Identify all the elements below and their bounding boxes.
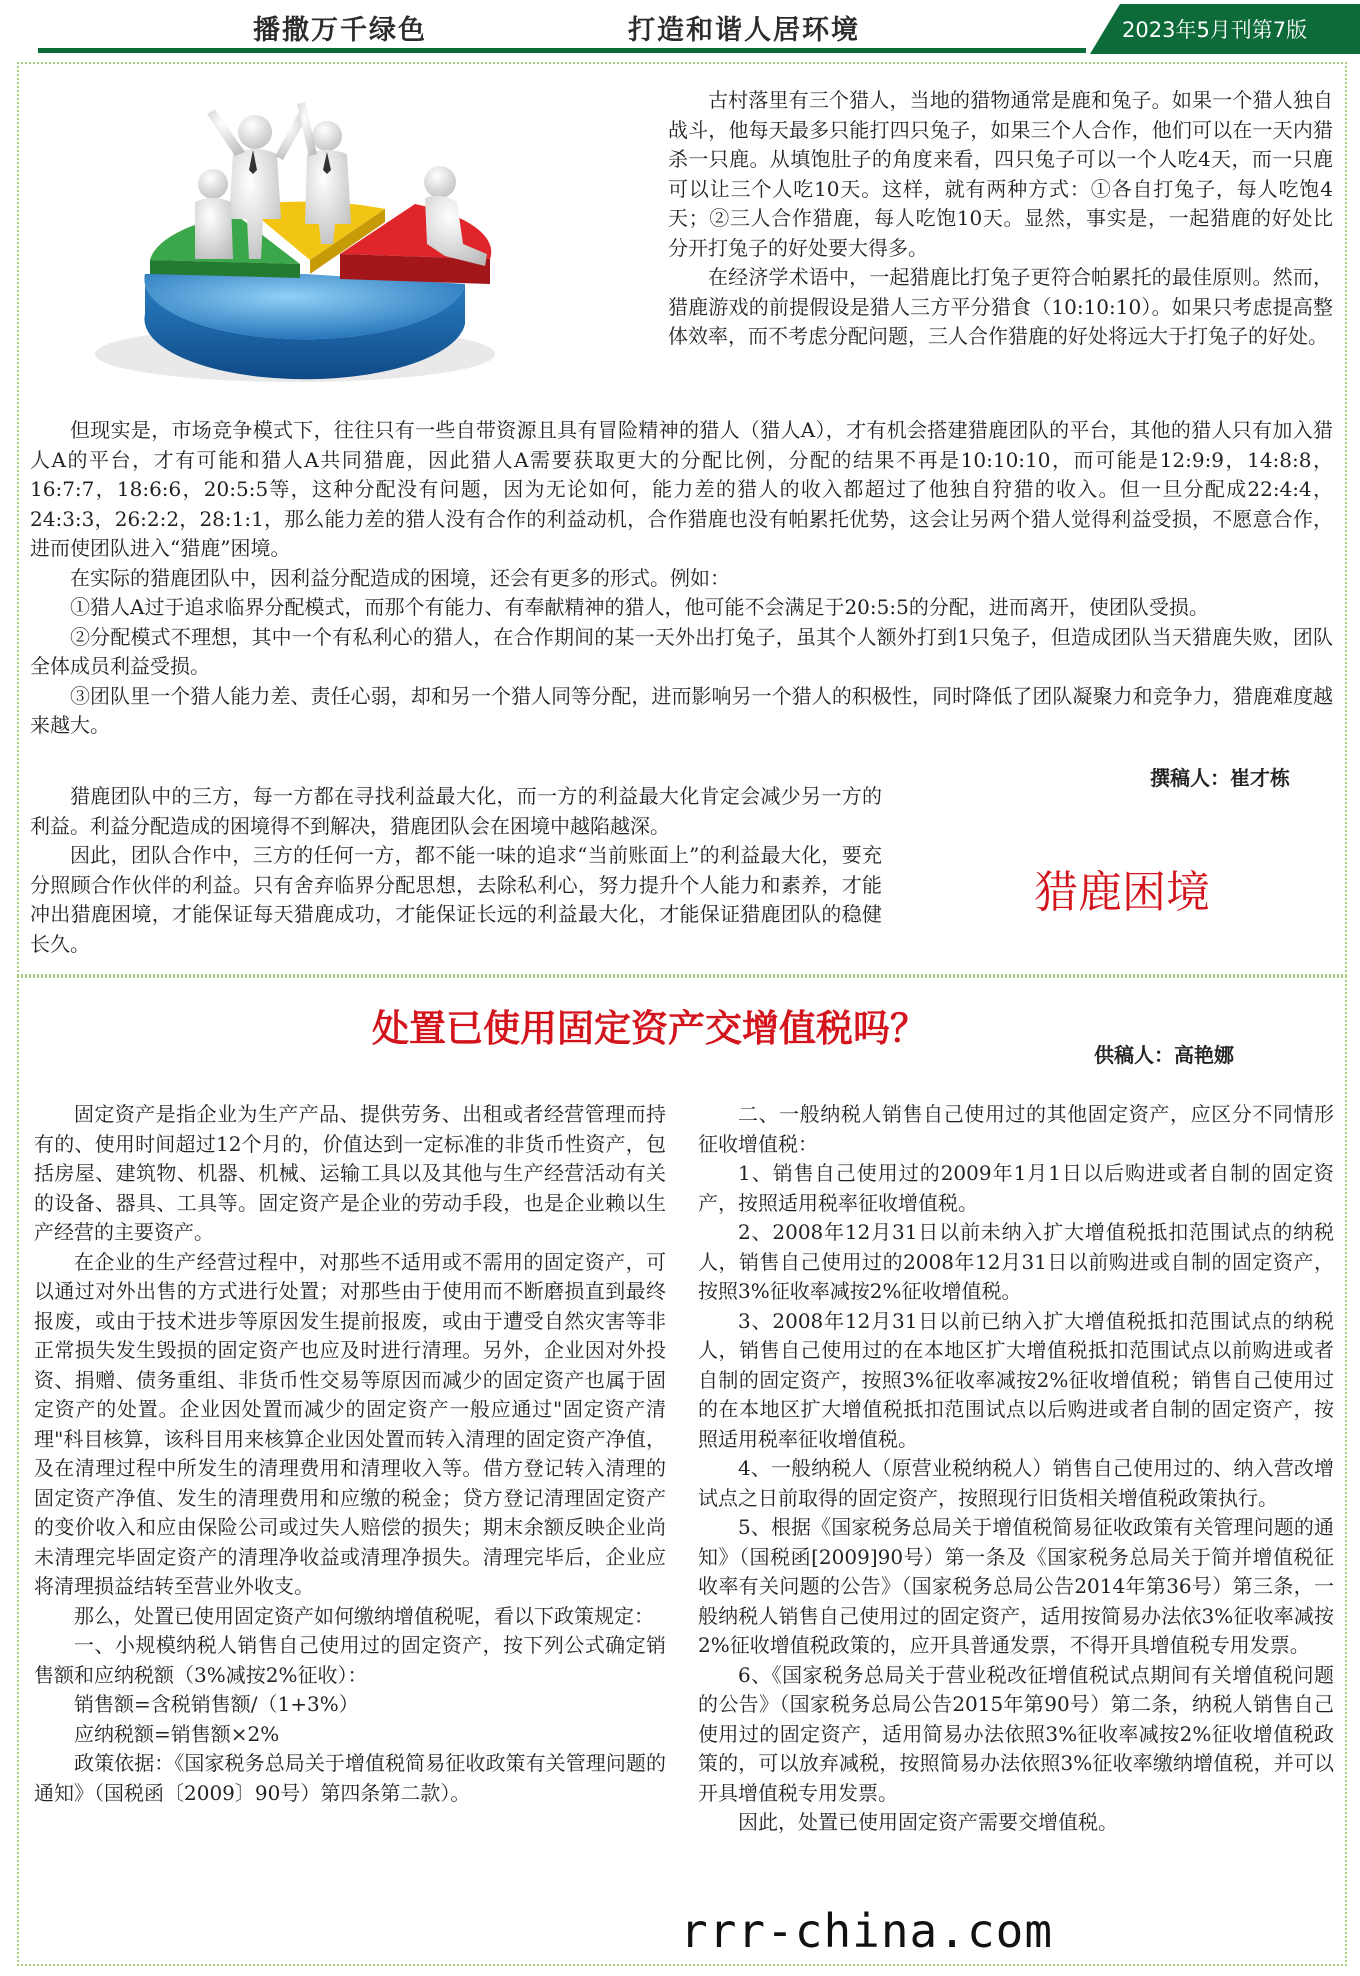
header-slogan-left: 播撒万千绿色: [253, 15, 427, 46]
paragraph: 固定资产是指企业为生产产品、提供劳务、出租或者经营管理而持有的、使用时间超过12个月的，价值达到一定标准的非货币性资产，包括房屋、建筑物、机器、机械、运输工具以及其他与生产经营活动有关的设备、器具、工具等。固定资产是企业的劳动手段，也是企业赖以生产经营的主要资产。: [34, 1102, 666, 1244]
issue-label: 2023年5月刊第7版: [1122, 18, 1308, 42]
paragraph: ③团队里一个猎人能力差、责任心弱，却和另一个猎人同等分配，进而影响另一个猎人的积极性，同时降低了团队凝聚力和竞争力，猎鹿难度越来越大。: [30, 683, 1333, 737]
paragraph: 但现实是，市场竞争模式下，往往只有一些自带资源且具有冒险精神的猎人（猎人A），才有机会搭建猎鹿团队的平台，其他的猎人只有加入猎人A的平台，才有可能和猎人A共同猎鹿，因此猎人A需要获取更大的分配比例，分配的结果不再是10:10:10，而可能是12:9:9，14:8:8，16:7:7，18:6:6，20:5:5等，这种分配没有问题，因为无论如何，能力差的猎人的收入都超过了他独自狩猎的收入。但一旦分配成22:4:4，24:3:3，26:2:2，28:1:1，那么能力差的猎人没有合作的利益动机，合作猎鹿也没有帕累托优势，这会让另两个猎人觉得利益受损，不愿意合作，进而使团队进入“猎鹿”困境。: [30, 418, 1333, 560]
paragraph: 3、2008年12月31日以前已纳入扩大增值税抵扣范围试点的纳税人，销售自己使用过的在本地区扩大增值税抵扣范围试点以前购进或者自制的固定资产，按照3%征收率减按2%征收增值税；销售自己使用过的在本地区扩大增值税抵扣范围试点以后购进或者自制的固定资产，按照适用税率征收增值税。: [698, 1308, 1334, 1451]
paragraph: 那么，处置已使用固定资产如何缴纳增值税呢，看以下政策规定：: [74, 1603, 654, 1628]
paragraph: 1、销售自己使用过的2009年1月1日以后购进或者自制的固定资产，按照适用税率征收增值税。: [698, 1161, 1334, 1215]
header-rule: [38, 48, 1086, 53]
article2-left-column: [34, 1100, 666, 1808]
paragraph: ①猎人A过于追求临界分配模式，而那个有能力、有奉献精神的猎人，他可能不会满足于20:5:5的分配，进而离开，使团队受损。: [70, 595, 1209, 619]
article2-author: 供稿人：高艳娜: [1094, 1043, 1234, 1067]
paragraph: 5、根据《国家税务总局关于增值税简易征收政策有关管理问题的通知》（国税函[2009]90号）第一条及《国家税务总局关于简并增值税征收率有关问题的公告》（国家税务总局公告2014年第36号）第三条，一般纳税人销售自己使用过的固定资产，适用按简易办法依3%征收率减按2%征收增值税政策的，应开具普通发票，不得开具增值税专用发票。: [698, 1515, 1334, 1657]
article2-title: 处置已使用固定资产交增值税吗？: [372, 1007, 927, 1050]
article1-author: 撰稿人：崔才栋: [1150, 766, 1290, 790]
page-header: [0, 0, 1360, 56]
paragraph: 二、一般纳税人销售自己使用过的其他固定资产，应区分不同情形征收增值税：: [698, 1102, 1334, 1156]
paragraph: 2、2008年12月31日以前未纳入扩大增值税抵扣范围试点的纳税人，销售自己使用过的2008年12月31日以前购进或自制的固定资产，按照3%征收率减按2%征收增值税。: [698, 1220, 1334, 1303]
paragraph: 4、一般纳税人（原营业税纳税人）销售自己使用过的、纳入营改增试点之日前取得的固定资产，按照现行旧货相关增值税政策执行。: [698, 1456, 1334, 1510]
paragraph: ②分配模式不理想，其中一个有私利心的猎人，在合作期间的某一天外出打兔子，虽其个人额外打到1只兔子，但造成团队当天猎鹿失败，团队全体成员利益受损。: [30, 624, 1333, 678]
paragraph: 因此，团队合作中，三方的任何一方，都不能一味的追求“当前账面上”的利益最大化，要充分照顾合作伙伴的利益。只有舍弃临界分配思想，去除私利心，努力提升个人能力和素养，才能冲出猎鹿困境，才能保证每天猎鹿成功，才能保证长远的利益最大化，才能保证猎鹿团队的稳健长久。: [30, 843, 882, 956]
paragraph: 在实际的猎鹿团队中，因利益分配造成的困境，还会有更多的形式。例如：: [70, 565, 730, 590]
people-standing-on-pie-chart-icon: [85, 84, 595, 398]
paragraph: 6、《国家税务总局关于营业税改征增值税试点期间有关增值税问题的公告》（国家税务总局公告2015年第90号）第二条，纳税人销售自己使用过的固定资产，适用简易办法依照3%征收率减按2%征收增值税政策的，可以放弃减税，按照简易办法依照3%征收率缴纳增值税，并可以开具增值税专用发票。: [698, 1662, 1334, 1805]
watermark: rrr-china.com: [680, 1904, 1054, 1958]
article1-bottom-column: [30, 782, 882, 959]
paragraph: 在经济学术语中，一起猎鹿比打兔子更符合帕累托的最佳原则。然而，猎鹿游戏的前提假设是猎人三方平分猎食（10:10:10）。如果只考虑提高整体效率，而不考虑分配问题，三人合作猎鹿的好处将远大于打兔子的好处。: [668, 265, 1333, 348]
paragraph: 政策依据：《国家税务总局关于增值税简易征收政策有关管理问题的通知》（国税函〔2009〕90号）第四条第二款）。: [34, 1751, 666, 1805]
formula: 销售额=含税销售额/（1+3%）: [74, 1692, 359, 1716]
paragraph: 一、小规模纳税人销售自己使用过的固定资产，按下列公式确定销售额和应纳税额（3%减按2%征收）：: [34, 1633, 666, 1687]
article2-right-column: [698, 1100, 1334, 1838]
paragraph: 古村落里有三个猎人，当地的猎物通常是鹿和兔子。如果一个猎人独自战斗，他每天最多只能打四只兔子，如果三个人合作，他们可以在一天内猎杀一只鹿。从填饱肚子的角度来看，四只兔子可以一个人吃4天，而一只鹿可以让三个人吃10天。这样，就有两种方式：①各自打兔子，每人吃饱4天；②三人合作猎鹿，每人吃饱10天。显然，事实是，一起猎鹿的好处比分开打兔子的好处要大得多。: [668, 88, 1333, 260]
formula: 应纳税额=销售额×2%: [74, 1721, 280, 1746]
paragraph: 因此，处置已使用固定资产需要交增值税。: [738, 1810, 1118, 1834]
header-slogan-right: 打造和谐人居环境: [628, 15, 860, 46]
paragraph: 猎鹿团队中的三方，每一方都在寻找利益最大化，而一方的利益最大化肯定会减少另一方的利益。利益分配造成的困境得不到解决，猎鹿团队会在困境中越陷越深。: [30, 784, 882, 838]
article1-top-column: [668, 86, 1333, 352]
article1-title: 猎鹿困境: [1034, 867, 1210, 918]
article1-full-width-text: [30, 416, 1333, 741]
paragraph: 在企业的生产经营过程中，对那些不适用或不需用的固定资产，可以通过对外出售的方式进行处置；对那些由于使用而不断磨损直到最终报废，或由于技术进步等原因发生提前报废，或由于遭受自然灾害等非正常损失发生毁损的固定资产也应及时进行清理。另外，企业因对外投资、捐赠、债务重组、非货币性交易等原因而减少的固定资产也属于固定资产的处置。企业因处置而减少的固定资产一般应通过"固定资产清理"科目核算，该科目用来核算企业因处置而转入清理的固定资产净值，及在清理过程中所发生的清理费用和清理收入等。借方登记转入清理的固定资产净值、发生的清理费用和应缴的税金；贷方登记清理固定资产的变价收入和应由保险公司或过失人赔偿的损失；期末余额反映企业尚未清理完毕固定资产的清理净收益或清理净损失。清理完毕后，企业应将清理损益结转至营业外收支。: [34, 1249, 666, 1598]
